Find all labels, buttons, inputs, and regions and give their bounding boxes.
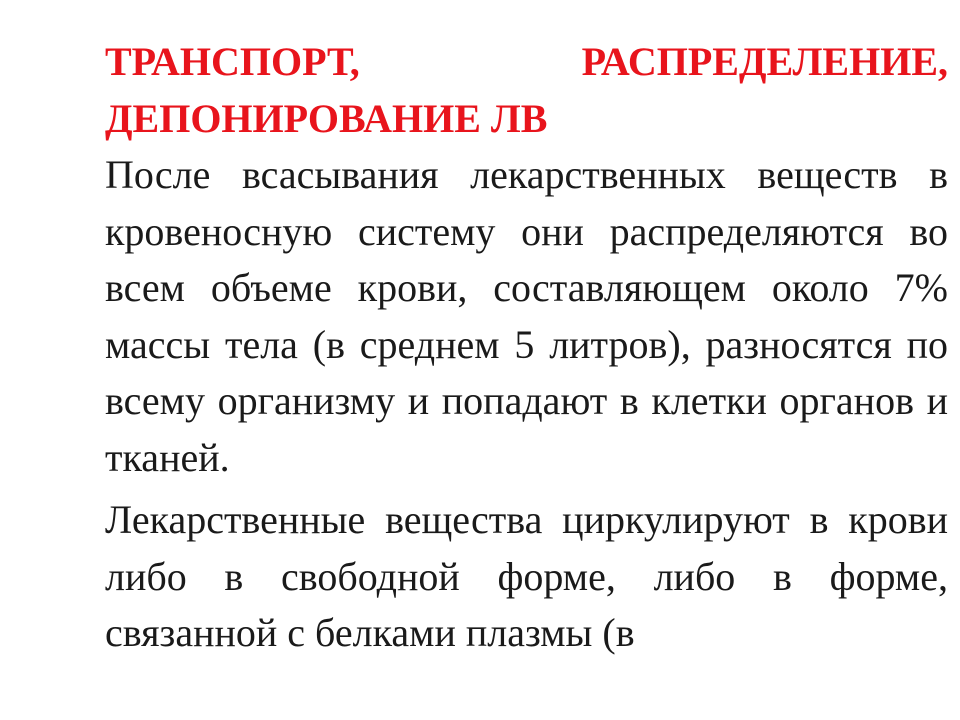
body-paragraph-2: Лекарственные вещества циркулируют в крови либо в свободной форме, либо в форме, связанной с белками плазмы (в (105, 497, 948, 655)
slide-content (105, 33, 948, 662)
body-paragraph-1: После всасывания лекарственных веществ в кровеносную систему они распределяются во всем объеме крови, составляющем около 7% массы тела (в среднем 5 литров), разносятся по всему организму и попадают в клетки органов и тканей. (105, 152, 948, 480)
slide-title: ТРАНСПОРТ, РАСПРЕДЕЛЕНИЕ, ДЕПОНИРОВАНИЕ ЛВ (105, 39, 948, 141)
